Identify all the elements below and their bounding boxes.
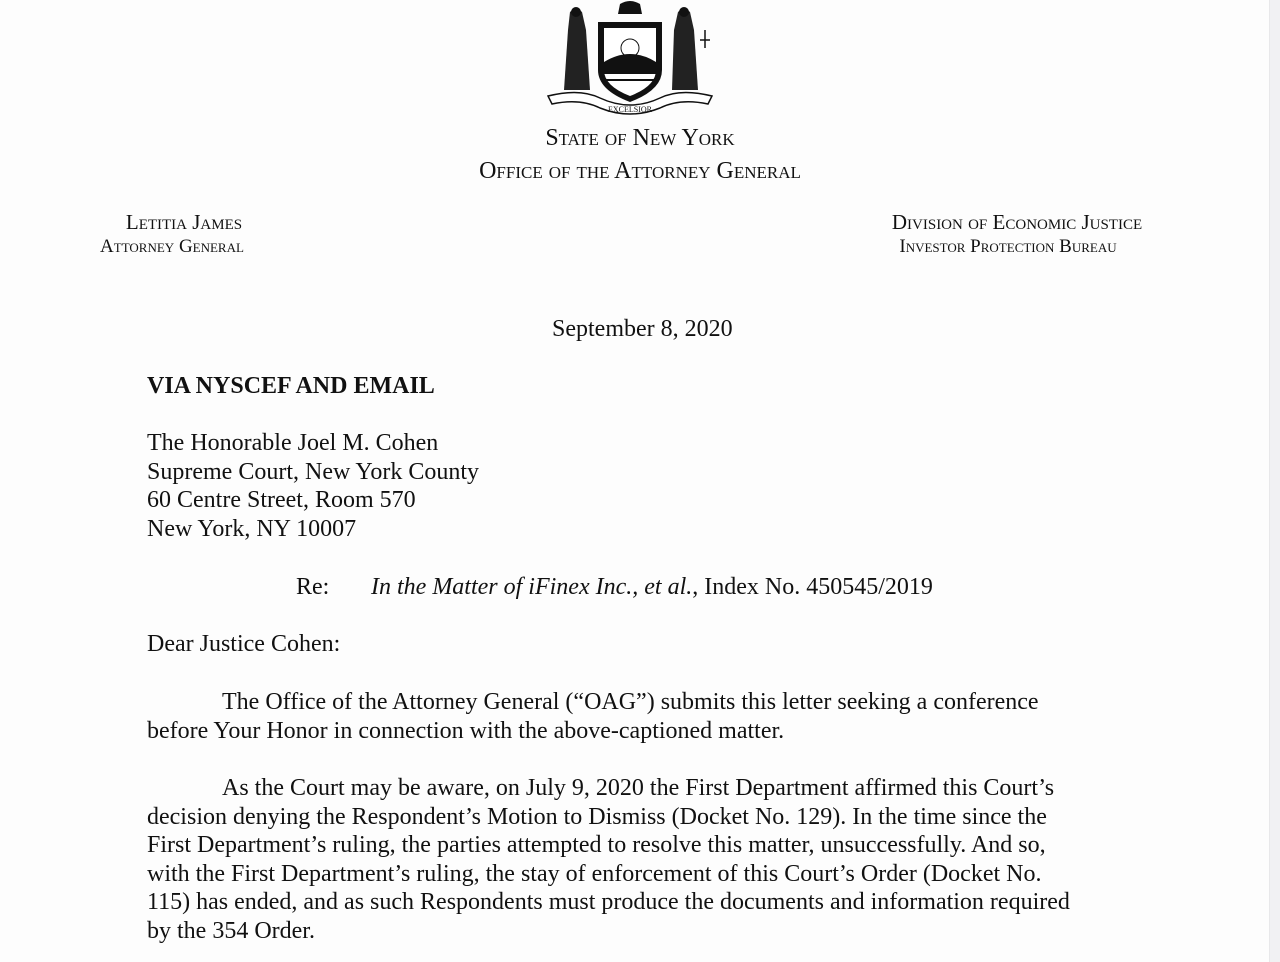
new-york-state-seal: [540, 0, 720, 120]
paragraph-line: As the Court may be aware, on July 9, 2020 the First Department affirmed this Court’s: [222, 775, 1055, 801]
paragraph-line: decision denying the Respondent’s Motion to Dismiss (Docket No. 129). In the time since the: [147, 804, 1047, 830]
index-number: , Index No. 450545/2019: [692, 574, 933, 600]
case-name: In the Matter of iFinex Inc., et al.: [371, 574, 693, 600]
letterhead-state: State of New York: [545, 125, 735, 151]
re-label: Re:: [296, 574, 330, 600]
re-line: [371, 573, 933, 601]
address-line: New York, NY 10007: [147, 516, 357, 542]
letter-date: September 8, 2020: [552, 316, 733, 342]
paragraph-line: The Office of the Attorney General (“OAG”) submits this letter seeking a conference: [222, 689, 1039, 715]
address-line: 60 Centre Street, Room 570: [147, 487, 416, 513]
letterhead-office: Office of the Attorney General: [479, 158, 801, 184]
bureau-name: Investor Protection Bureau: [899, 236, 1117, 257]
svg-text:EXCELSIOR: EXCELSIOR: [608, 105, 652, 114]
division-name: Division of Economic Justice: [891, 210, 1143, 234]
attorney-general-title: Attorney General: [100, 236, 244, 257]
paragraph-line: before Your Honor in connection with the above-captioned matter.: [147, 718, 785, 744]
attorney-general-name: Letitia James: [125, 210, 243, 234]
paragraph-line: by the 354 Order.: [147, 918, 315, 944]
paragraph-line: 115) has ended, and as such Respondents must produce the documents and information required: [147, 889, 1070, 915]
address-line: Supreme Court, New York County: [147, 459, 480, 485]
address-line: The Honorable Joel M. Cohen: [147, 430, 439, 456]
delivery-method: VIA NYSCEF AND EMAIL: [147, 373, 435, 399]
salutation: Dear Justice Cohen:: [147, 631, 341, 657]
paragraph-line: First Department’s ruling, the parties attempted to resolve this matter, unsuccessfully. And so,: [147, 832, 1046, 858]
paragraph-line: with the First Department’s ruling, the stay of enforcement of this Court’s Order (Docket No.: [147, 861, 1042, 887]
